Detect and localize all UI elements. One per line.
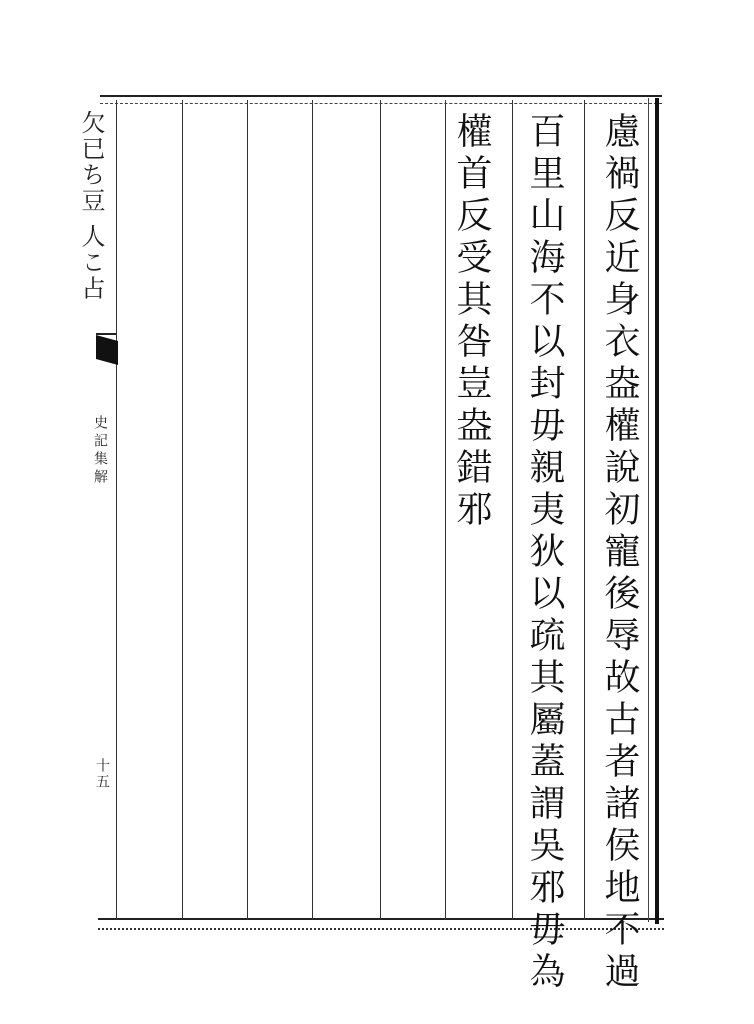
fish-tail-mark [96, 335, 118, 365]
column-rule [312, 100, 313, 920]
column-rule [445, 100, 446, 920]
column-rule [584, 100, 585, 920]
text-column: 權首反受其咎豈盎錯邪 [451, 112, 492, 532]
column-rule [116, 100, 117, 920]
top-border [100, 95, 662, 104]
fold-header-text: 欠已ち豆 人こ占 [77, 110, 105, 302]
column-rule [380, 100, 381, 920]
text-column: 慮禍反近身衣盎權說初寵後辱故古者諸侯地不過 [599, 112, 640, 994]
book-title: 史記集解 [92, 415, 108, 487]
right-border [655, 98, 659, 924]
column-rule [247, 100, 248, 920]
text-column: 百里山海不以封毋親夷狄以疏其屬蓋謂吳邪毋為 [524, 112, 565, 994]
page-number: 十五 [94, 758, 110, 790]
right-inner-border [648, 98, 649, 922]
column-rule [512, 100, 513, 920]
column-rule [182, 100, 183, 920]
